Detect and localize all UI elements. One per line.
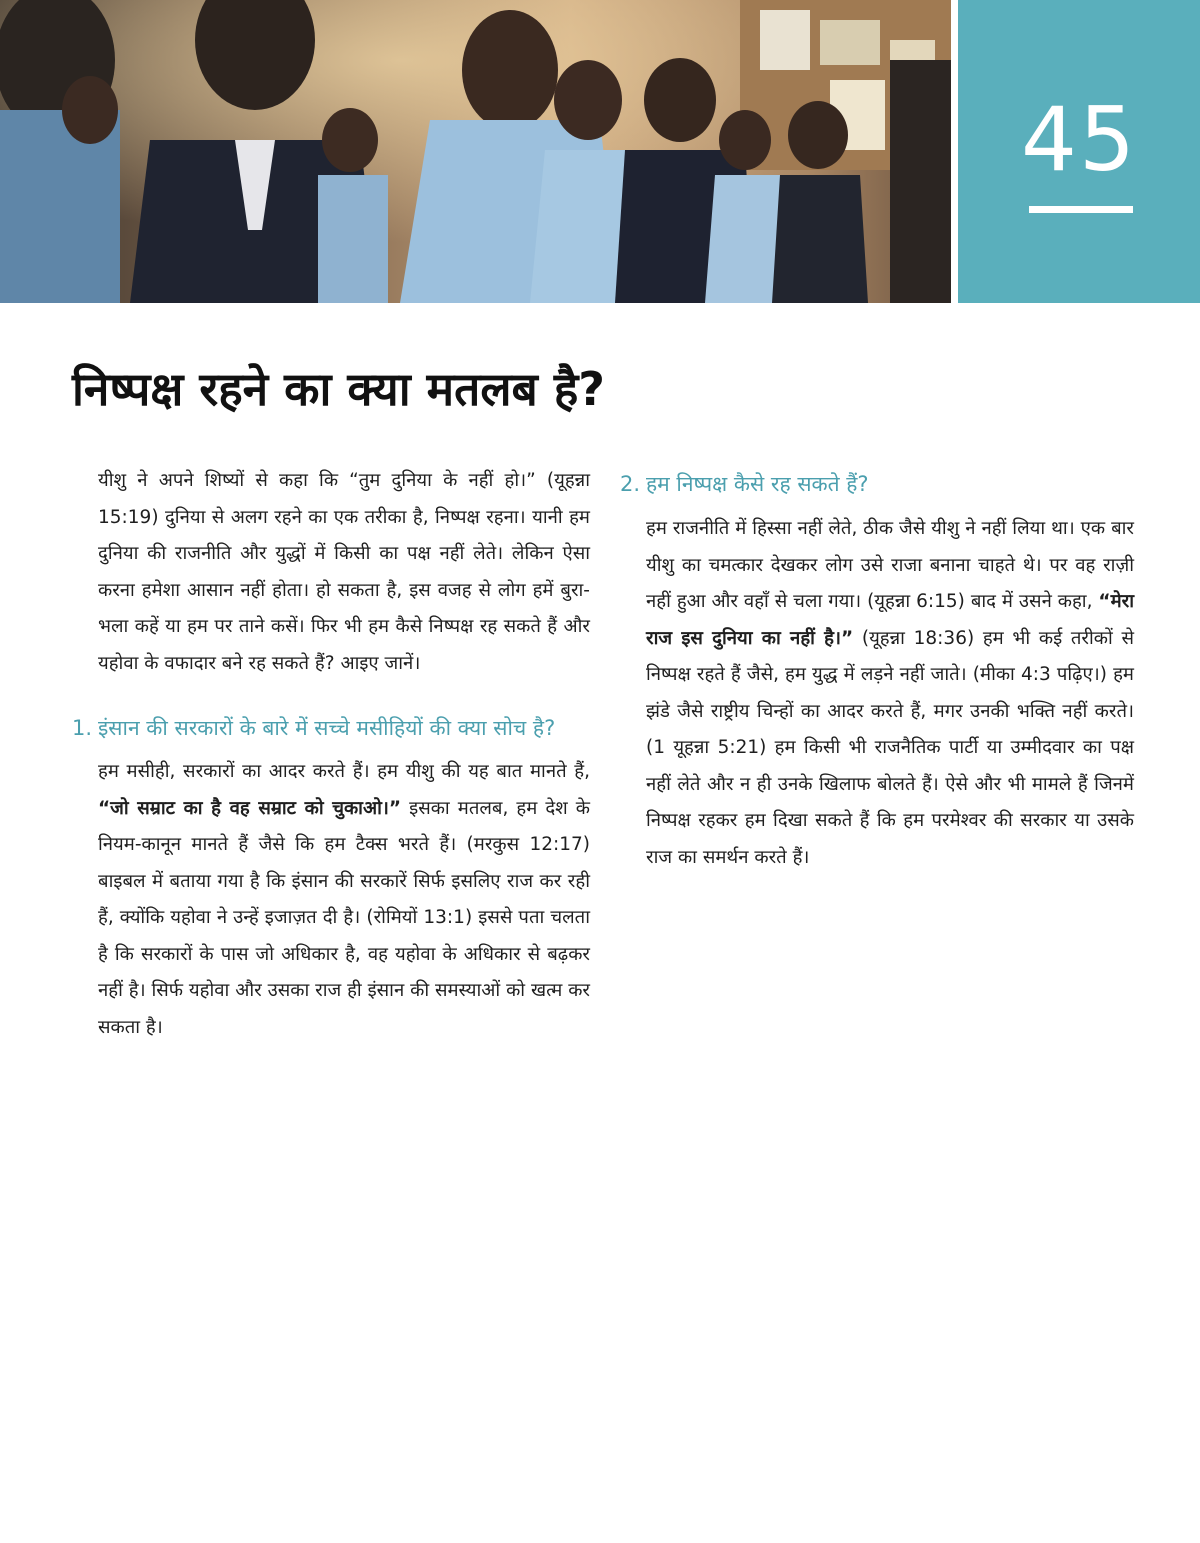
hero-photo bbox=[0, 0, 951, 303]
right-column bbox=[620, 463, 1134, 876]
section-1-paragraph bbox=[72, 754, 590, 1046]
lesson-number-badge bbox=[958, 0, 1200, 303]
lesson-number: 45 bbox=[1021, 88, 1137, 191]
section-1-text-b: इसका मतलब, हम देश के नियम-कानून मानते हैं जैसे कि हम टैक्स भरते हैं। (मरकुस 12:17) बाइबल में बताया गया है कि इंसान की सरकारें सिर्फ इसलिए राज कर रही हैं, क्योंकि यहोवा ने उन्हें इजाज़त दी है। (रोमियों 13:1) इससे पता चलता है कि सरकारों के पास जो अधिकार है, वह यहोवा के अधिकार से बढ़कर नहीं है। सिर्फ यहोवा और उसका राज ही इंसान की समस्याओं को खत्म कर सकता है। bbox=[98, 797, 590, 1038]
section-2-heading bbox=[620, 466, 1134, 502]
section-2-text-a: हम राजनीति में हिस्सा नहीं लेते, ठीक जैसे यीशु ने नहीं लिया था। एक बार यीशु का चमत्कार देखकर लोग उसे राजा बनाना चाहते थे। पर वह राज़ी नहीं हुआ और वहाँ से चला गया। (यूहन्ना 6:15) बाद में उसने कहा, bbox=[646, 518, 1134, 612]
section-1-text-a: हम मसीही, सरकारों का आदर करते हैं। हम यीशु की यह बात मानते हैं, bbox=[98, 761, 590, 782]
left-column bbox=[72, 463, 590, 1046]
section-1-number: 1. bbox=[72, 716, 93, 740]
section-2-number: 2. bbox=[620, 472, 641, 496]
intro-paragraph: यीशु ने अपने शिष्यों से कहा कि “तुम दुनिया के नहीं हो।” (यूहन्ना 15:19) दुनिया से अलग रहने का एक तरीका है, निष्पक्ष रहना। यानी हम दुनिया की राजनीति और युद्धों में किसी का पक्ष नहीं लेते। लेकिन ऐसा करना हमेशा आसान नहीं होता। हो सकता है, इस वजह से लोग हमें बुरा-भला कहें या हम पर ताने कसें। फिर भी हम कैसे निष्पक्ष रह सकते हैं और यहोवा के वफादार बने रह सकते हैं? आइए जानें। bbox=[98, 470, 590, 674]
section-2-text-b: (यूहन्ना 18:36) हम भी कई तरीकों से निष्पक्ष रहते हैं जैसे, हम युद्ध में लड़ने नहीं जाते। (मीका 4:3 पढ़िए।) हम झंडे जैसे राष्ट्रीय चिन्हों का आदर करते हैं, मगर उनकी भक्ति नहीं करते। (1 यूहन्ना 5:21) हम किसी भी राजनैतिक पार्टी या उम्मीदवार का पक्ष नहीं लेते और न ही उनके खिलाफ बोलते हैं। ऐसे और भी मामले हैं जिनमें निष्पक्ष रहकर हम दिखा सकते हैं कि हम परमेश्‍वर की सरकार या उसके राज का समर्थन करते हैं। bbox=[646, 627, 1134, 868]
section-1-heading bbox=[72, 710, 590, 746]
badge-underline bbox=[1029, 206, 1133, 213]
section-2-title: हम निष्पक्ष कैसे रह सकते हैं? bbox=[646, 472, 869, 496]
section-2-paragraph bbox=[620, 511, 1134, 876]
classroom-students-hand-on-heart-photo bbox=[0, 0, 951, 303]
section-1-quote: “जो सम्राट का है वह सम्राट को चुकाओ।” bbox=[98, 797, 402, 819]
page-title: निष्पक्ष रहने का क्या मतलब है? bbox=[72, 362, 605, 416]
section-2-quote: “मेरा राज इस दुनिया का नहीं है।” bbox=[646, 591, 1134, 649]
section-1-title: इंसान की सरकारों के बारे में सच्चे मसीहियों की क्या सोच है? bbox=[98, 716, 556, 740]
